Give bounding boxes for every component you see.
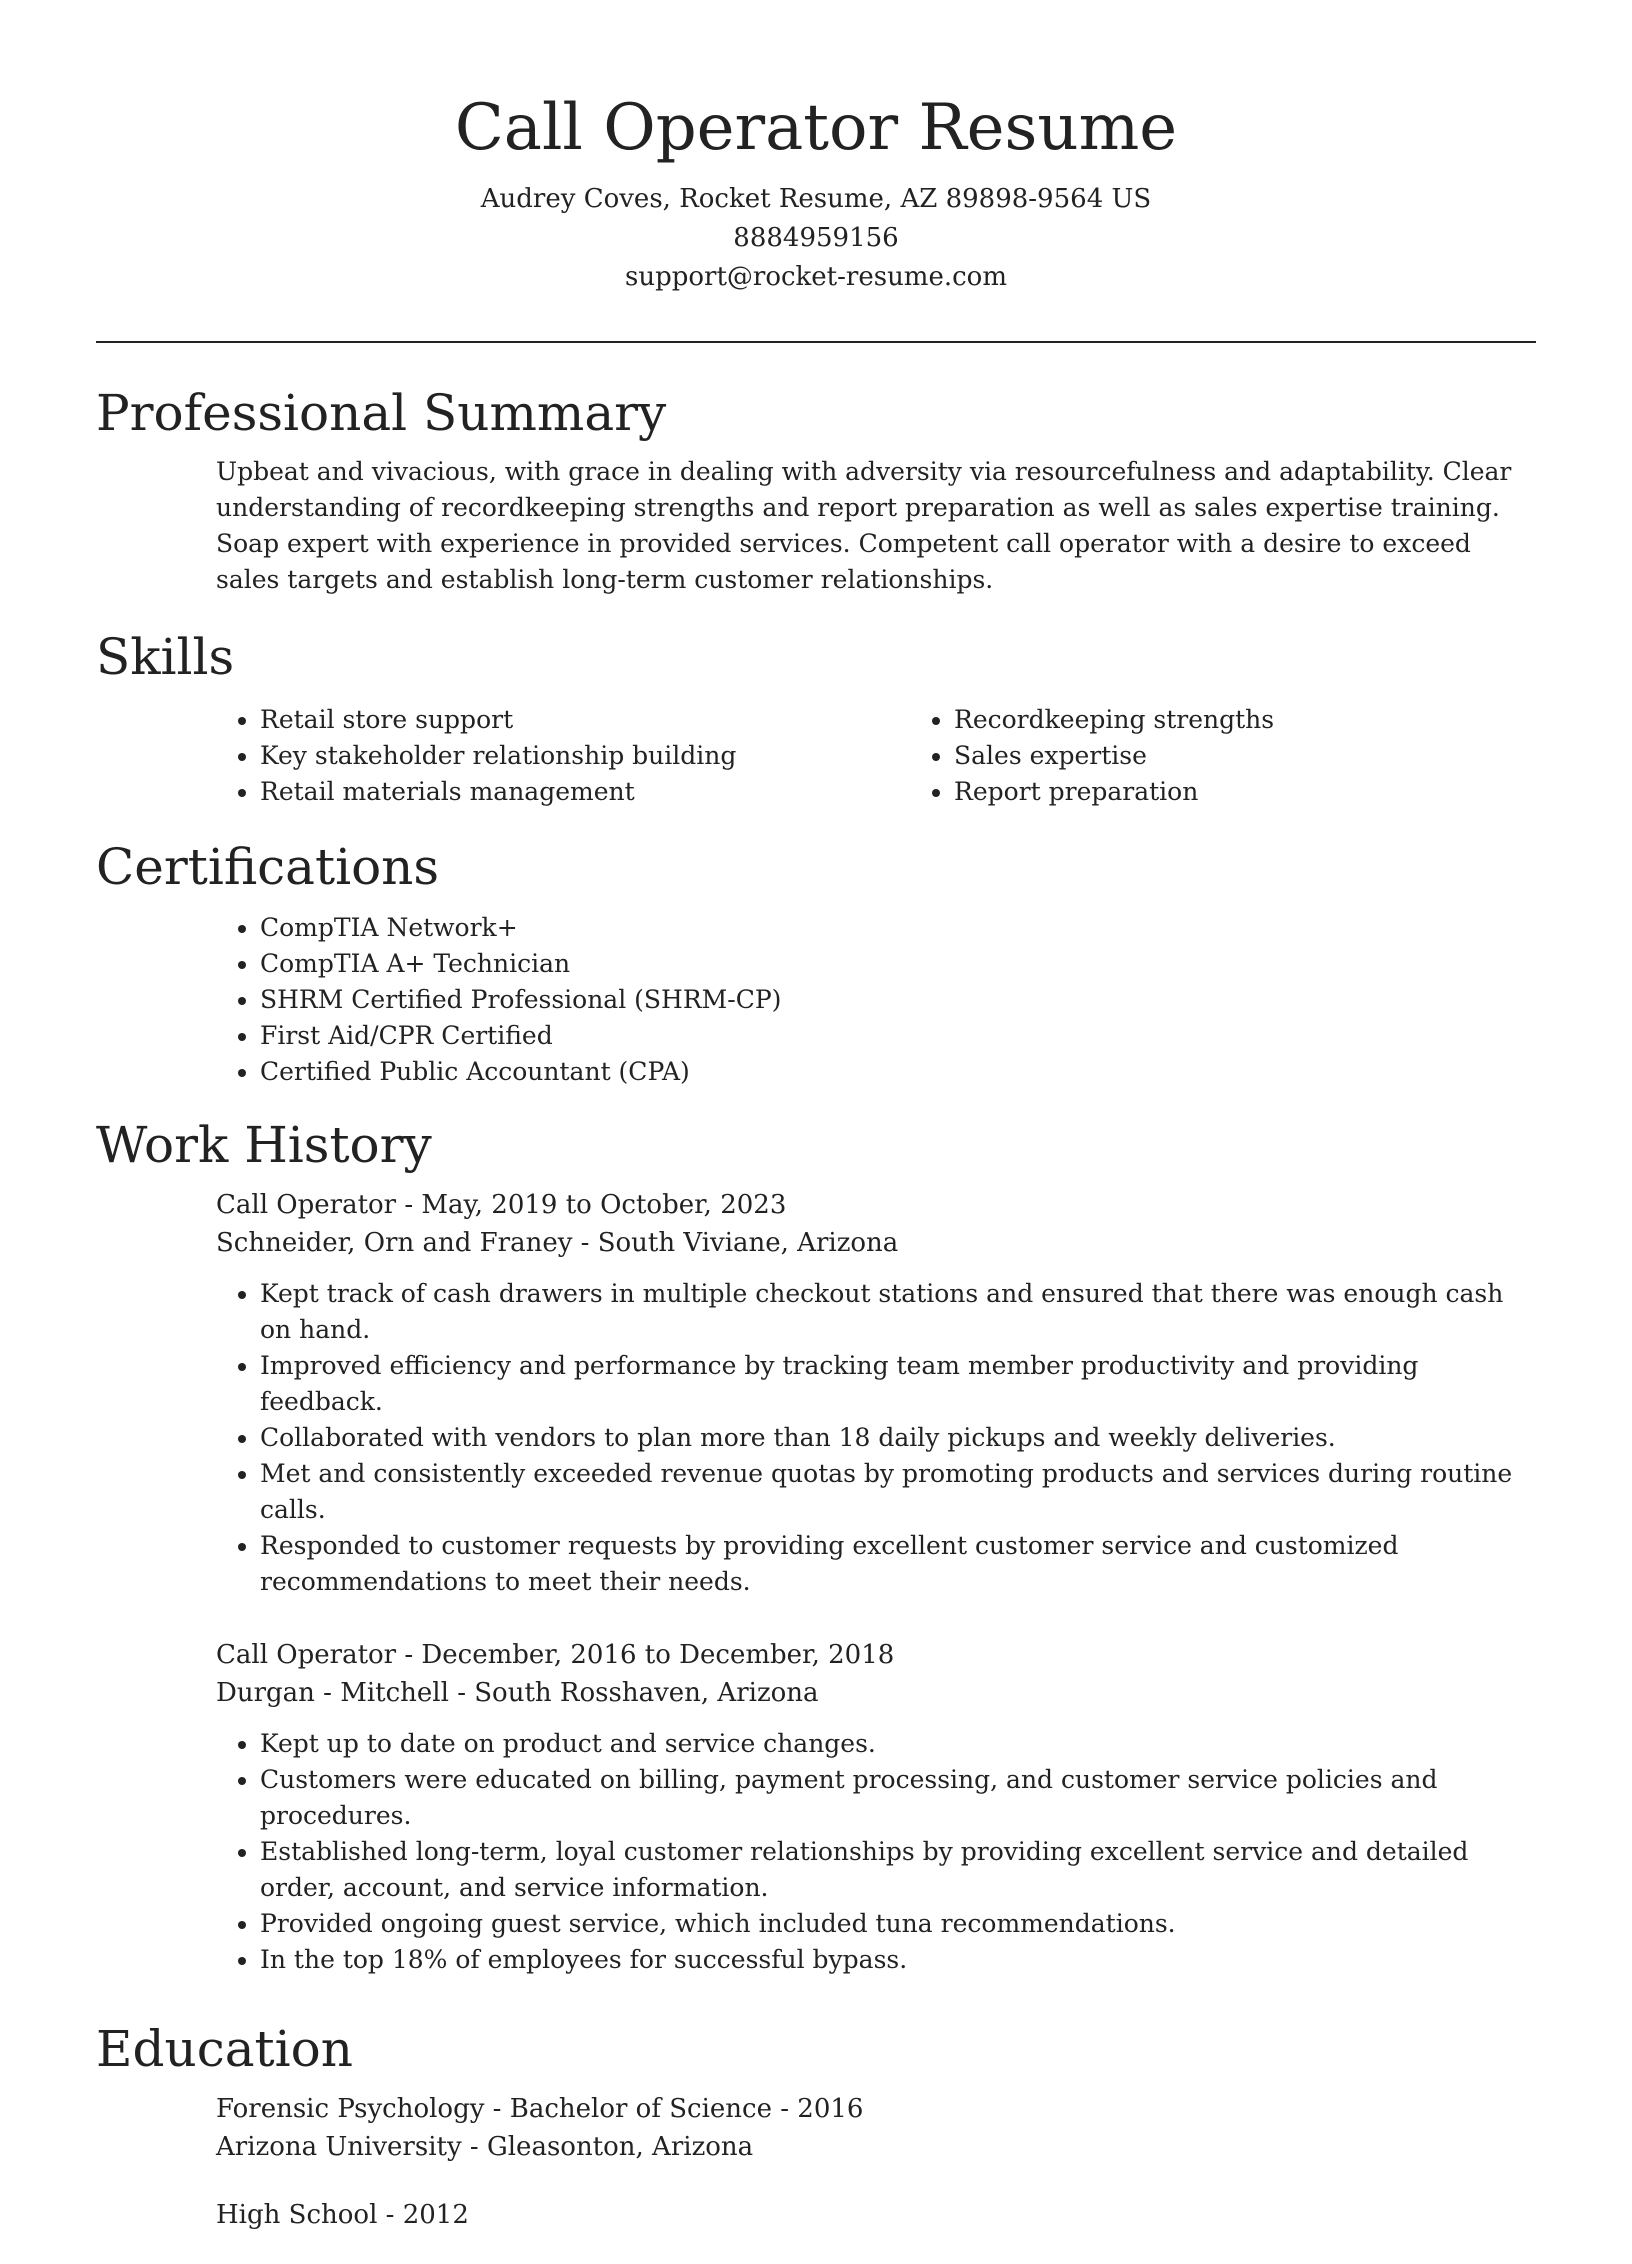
summary-body bbox=[216, 454, 1536, 598]
resume-content bbox=[96, 378, 1536, 2264]
summary-text: Upbeat and vivacious, with grace in dealing with adversity via resourcefulness and adaptability. Clear understanding of recordkeeping strengths and report preparation as well as sales expertise training. Soap expert with experience in provided services. Competent call operator with a desire to exceed sales targets and establish long-term customer relationships. bbox=[216, 457, 1512, 594]
education-degree-line: Forensic Psychology - Bachelor of Science - 2016 bbox=[216, 2094, 864, 2124]
contact-email: support@rocket-resume.com bbox=[624, 262, 1007, 292]
contact-phone: 8884959156 bbox=[733, 223, 899, 253]
education-entry bbox=[216, 2090, 1536, 2166]
skill-item: • Retail materials management bbox=[260, 774, 910, 810]
skills-body bbox=[216, 692, 1536, 832]
contact-info bbox=[96, 180, 1536, 297]
skill-item: • Key stakeholder relationship building bbox=[260, 738, 910, 774]
job-bullet: • Provided ongoing guest service, which included tuna recommendations. bbox=[260, 1906, 1536, 1942]
certification-item: • CompTIA Network+ bbox=[260, 910, 1536, 946]
job-bullet: • Responded to customer requests by providing excellent customer service and customized recommendations to meet their needs. bbox=[260, 1528, 1536, 1600]
job-bullets bbox=[216, 1726, 1536, 1978]
job-title-line: Call Operator - December, 2016 to December, 2018 bbox=[216, 1640, 895, 1670]
section-title-education: Education bbox=[96, 2020, 353, 2078]
certification-item: • Certified Public Accountant (CPA) bbox=[260, 1054, 1536, 1090]
section-title-work-history: Work History bbox=[96, 1116, 432, 1174]
education-degree-line: High School - 2012 bbox=[216, 2200, 469, 2230]
skills-grid bbox=[216, 692, 1536, 832]
job-entry bbox=[216, 1186, 1536, 1600]
resume-header bbox=[96, 84, 1536, 297]
section-title-summary: Professional Summary bbox=[96, 384, 667, 442]
job-bullet: • Improved efficiency and performance by tracking team member productivity and providing feedback. bbox=[260, 1348, 1536, 1420]
skill-item: • Recordkeeping strengths bbox=[954, 702, 1604, 738]
section-title-certifications: Certifications bbox=[96, 838, 440, 896]
section-title-skills: Skills bbox=[96, 628, 235, 686]
certification-item: • First Aid/CPR Certified bbox=[260, 1018, 1536, 1054]
skill-item: • Retail store support bbox=[260, 702, 910, 738]
education-entry bbox=[216, 2196, 1536, 2234]
header-divider bbox=[96, 341, 1536, 343]
job-company-line: Durgan - Mitchell - South Rosshaven, Arizona bbox=[216, 1678, 819, 1708]
job-bullet: • Established long-term, loyal customer relationships by providing excellent service and detailed order, account, and service information. bbox=[260, 1834, 1536, 1906]
education-school-line: Arizona University - Gleasonton, Arizona bbox=[216, 2132, 754, 2162]
job-bullet: • In the top 18% of employees for successful bypass. bbox=[260, 1942, 1536, 1978]
skill-item: • Report preparation bbox=[954, 774, 1604, 810]
job-bullets bbox=[216, 1276, 1536, 1600]
certifications-body bbox=[216, 910, 1536, 1090]
job-bullet: • Met and consistently exceeded revenue quotas by promoting products and services during routine calls. bbox=[260, 1456, 1536, 1528]
skill-item: • Sales expertise bbox=[954, 738, 1604, 774]
skills-list-left bbox=[216, 702, 910, 810]
job-title-line: Call Operator - May, 2019 to October, 2023 bbox=[216, 1190, 787, 1220]
job-bullet: • Kept up to date on product and service changes. bbox=[260, 1726, 1536, 1762]
certifications-list bbox=[216, 910, 1536, 1090]
page-title: Call Operator Resume bbox=[454, 91, 1178, 165]
job-entry bbox=[216, 1636, 1536, 1978]
contact-address: Audrey Coves, Rocket Resume, AZ 89898-9564 US bbox=[480, 184, 1152, 214]
certification-item: • CompTIA A+ Technician bbox=[260, 946, 1536, 982]
skills-list-right bbox=[910, 702, 1604, 810]
job-company-line: Schneider, Orn and Franey - South Viviane, Arizona bbox=[216, 1228, 899, 1258]
job-bullet: • Collaborated with vendors to plan more than 18 daily pickups and weekly deliveries. bbox=[260, 1420, 1536, 1456]
job-bullet: • Kept track of cash drawers in multiple checkout stations and ensured that there was enough cash on hand. bbox=[260, 1276, 1536, 1348]
work-history-body bbox=[216, 1186, 1536, 1978]
certification-item: • SHRM Certified Professional (SHRM-CP) bbox=[260, 982, 1536, 1018]
job-bullet: • Customers were educated on billing, payment processing, and customer service policies and procedures. bbox=[260, 1762, 1536, 1834]
